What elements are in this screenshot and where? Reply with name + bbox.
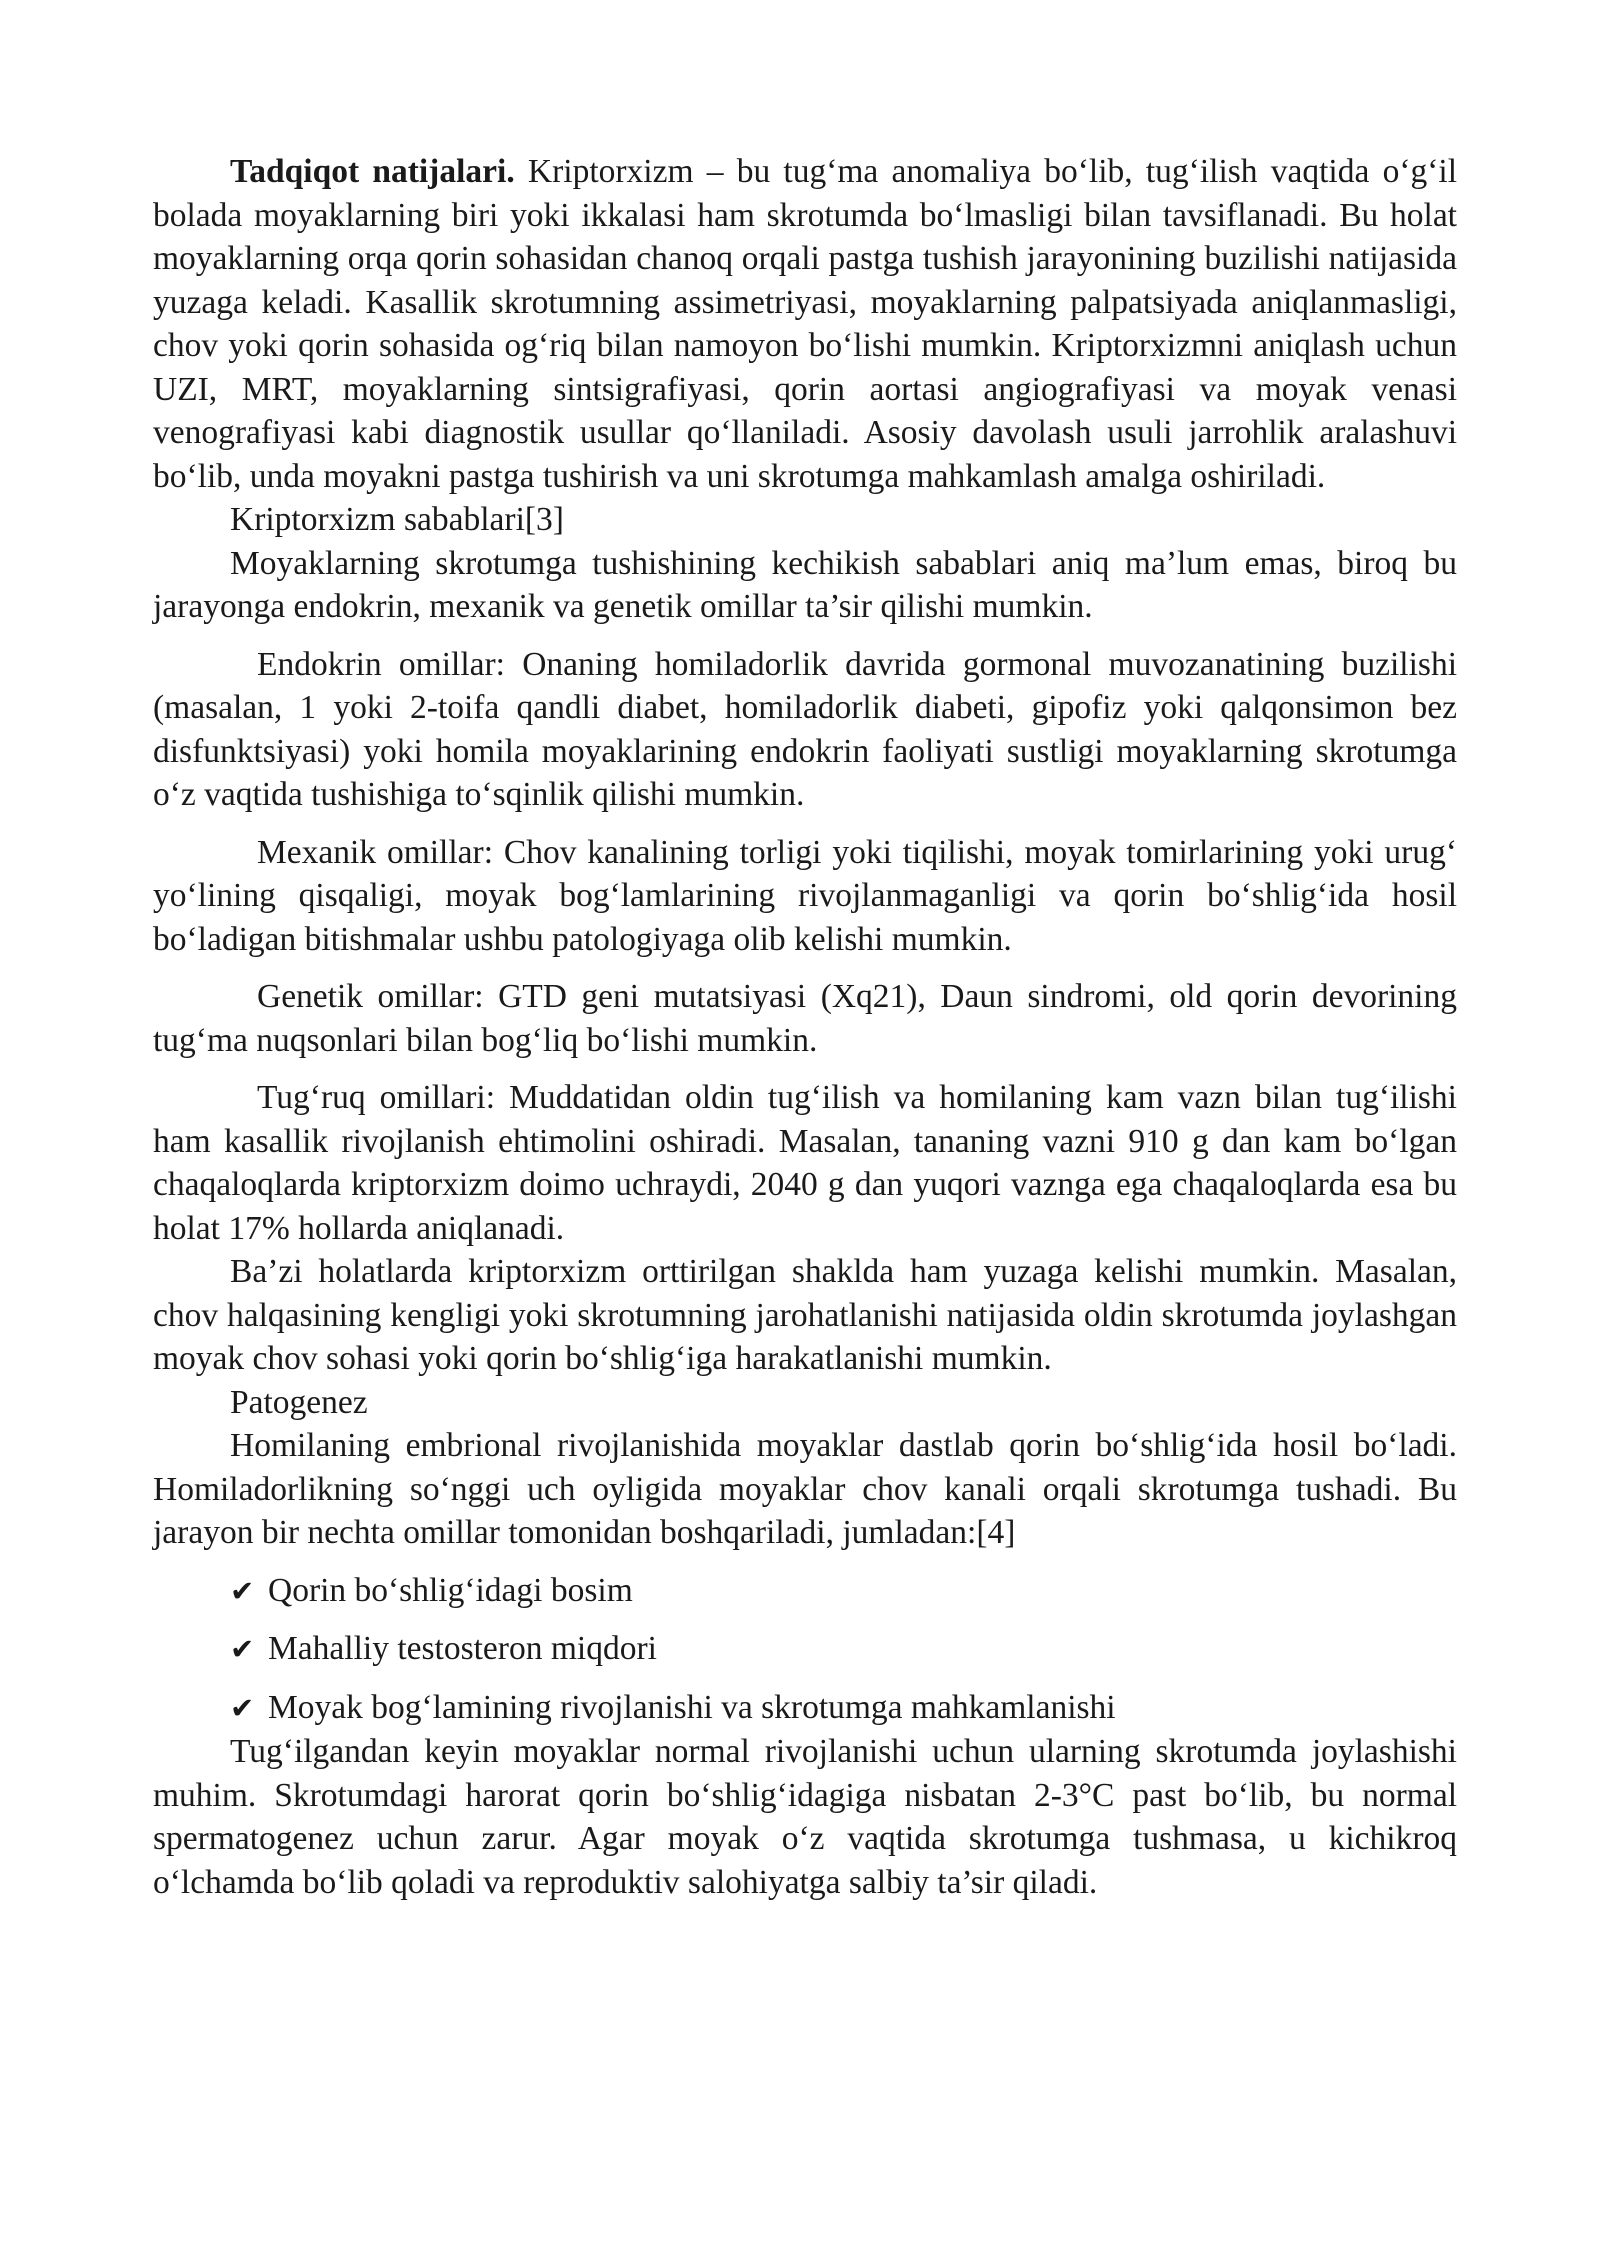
causes-paragraph: Moyaklarning skrotumga tushishining kechikish sabablari aniq ma’lum emas, biroq bu jarayonga endokrin, mexanik va genetik omillar ta’sir qilishi mumkin. bbox=[153, 544, 1457, 625]
cause-item-birth bbox=[153, 1076, 1457, 1250]
check-item-text: Qorin bo‘shlig‘idagi bosim bbox=[268, 1571, 633, 1609]
cause-item-text: Endokrin omillar: Onaning homiladorlik davrida gormonal muvozanatining buzilishi (masalan, 1 yoki 2-toifa qandli diabet, homiladorlik diabeti, gipofiz yoki qalqonsimon bez disfunktsiyasi) yoki homila moyaklarining endokrin faoliyati sustligi moyaklarning skrotumga o‘z vaqtida tushishiga to‘sqinlik qilishi mumkin. bbox=[153, 645, 1457, 813]
causes-heading: Kriptorxizm sabablari[3] bbox=[230, 501, 564, 538]
acquired-paragraph: Ba’zi holatlarda kriptorxizm orttirilgan shaklda ham yuzaga kelishi mumkin. Masalan, chov halqasining kengligi yoki skrotumning jarohatlanishi natijasida oldin skrotumda joylashgan moyak chov sohasi yoki qorin bo‘shlig‘iga harakatlanishi mumkin. bbox=[153, 1253, 1457, 1377]
pathogenesis-heading: Patogenez bbox=[230, 1383, 368, 1421]
intro-text: Kriptorxizm – bu tug‘ma anomaliya bo‘lib, tug‘ilish vaqtida o‘g‘il bolada moyaklarning biri yoki ikkalasi ham skrotumda bo‘lmasligi bilan tavsiflanadi. Bu holat moyaklarning orqa qorin sohasidan chanoq orqali pastga tushish jarayonining buzilishi natijasida yuzaga keladi. Kasallik skrotumning assimetriyasi, moyaklarning palpatsiyada aniqlanmasligi, chov yoki qorin sohasida og‘riq bilan namoyon bo‘lishi mumkin. Kriptorxizmni aniqlash uchun UZI, MRT, moyaklarning sintsigrafiyasi, qorin aortasi angiografiyasi va moyak venasi venografiyasi kabi diagnostik usullar qo‘llaniladi. Asosiy davolash usuli jarrohlik aralashuvi bo‘lib, unda moyakni pastga tushirish va uni skrotumga mahkamlash amalga oshiriladi. bbox=[153, 153, 1457, 495]
cause-item-genetic bbox=[153, 975, 1457, 1062]
cause-item-mechanical bbox=[153, 831, 1457, 962]
cause-item-endocrine bbox=[153, 643, 1457, 817]
checkmark-icon: ✔ bbox=[230, 1632, 255, 1666]
section-lead-title: Tadqiqot natijalari. bbox=[230, 153, 515, 190]
checkmark-icon: ✔ bbox=[230, 1690, 255, 1725]
cause-item-text: Genetik omillar: GTD geni mutatsiyasi (Xq21), Daun sindromi, old qorin devorining tug‘ma nuqsonlari bilan bog‘liq bo‘lishi mumkin. bbox=[153, 978, 1457, 1059]
closing-paragraph: Tug‘ilgandan keyin moyaklar normal rivojlanishi uchun ularning skrotumda joylashishi muhim. Skrotumdagi harorat qorin bo‘shlig‘idagiga nisbatan 2-3°C past bo‘lib, bu normal spermatogenez uchun zarur. Agar moyak o‘z vaqtida skrotumga tushmasa, u kichikroq o‘lchamda bo‘lib qoladi va reproduktiv salohiyatga salbiy ta’sir qiladi. bbox=[153, 1733, 1457, 1901]
intro-paragraph bbox=[153, 150, 1457, 498]
cause-item-text: Tug‘ruq omillari: Muddatidan oldin tug‘ilish va homilaning kam vazn bilan tug‘ilishi ham kasallik rivojlanish ehtimolini oshiradi. Masalan, tananing vazni 910 g dan kam bo‘lgan chaqaloqlarda kriptorxizm doimo uchraydi, 2040 g dan yuqori vaznga ega chaqaloqlarda esa bu holat 17% hollarda aniqlanadi. bbox=[153, 1079, 1457, 1247]
pathogenesis-paragraph: Homilaning embrional rivojlanishida moyaklar dastlab qorin bo‘shlig‘ida hosil bo‘ladi. Homiladorlikning so‘nggi uch oyligida moyaklar chov kanali orqali skrotumga tushadi. Bu jarayon bir nechta omillar tomonidan boshqariladi, jumladan:[4] bbox=[153, 1427, 1457, 1551]
document-page bbox=[153, 150, 1457, 1904]
cause-item-text: Mexanik omillar: Chov kanalining torligi yoki tiqilishi, moyak tomirlarining yoki urug‘ yo‘lining qisqaligi, moyak bog‘lamlarining rivojlanmaganligi va qorin bo‘shlig‘ida hosil bo‘ladigan bitishmalar ushbu patologiyaga olib kelishi mumkin. bbox=[153, 833, 1457, 958]
check-item-text: Moyak bog‘lamining rivojlanishi va skrotumga mahkamlanishi bbox=[268, 1688, 1116, 1726]
check-item-text: Mahalliy testosteron miqdori bbox=[268, 1630, 657, 1667]
check-item-pressure bbox=[153, 1569, 1457, 1614]
check-item-testosterone bbox=[153, 1627, 1457, 1672]
check-item-ligament bbox=[153, 1686, 1457, 1731]
checkmark-icon: ✔ bbox=[230, 1573, 255, 1608]
